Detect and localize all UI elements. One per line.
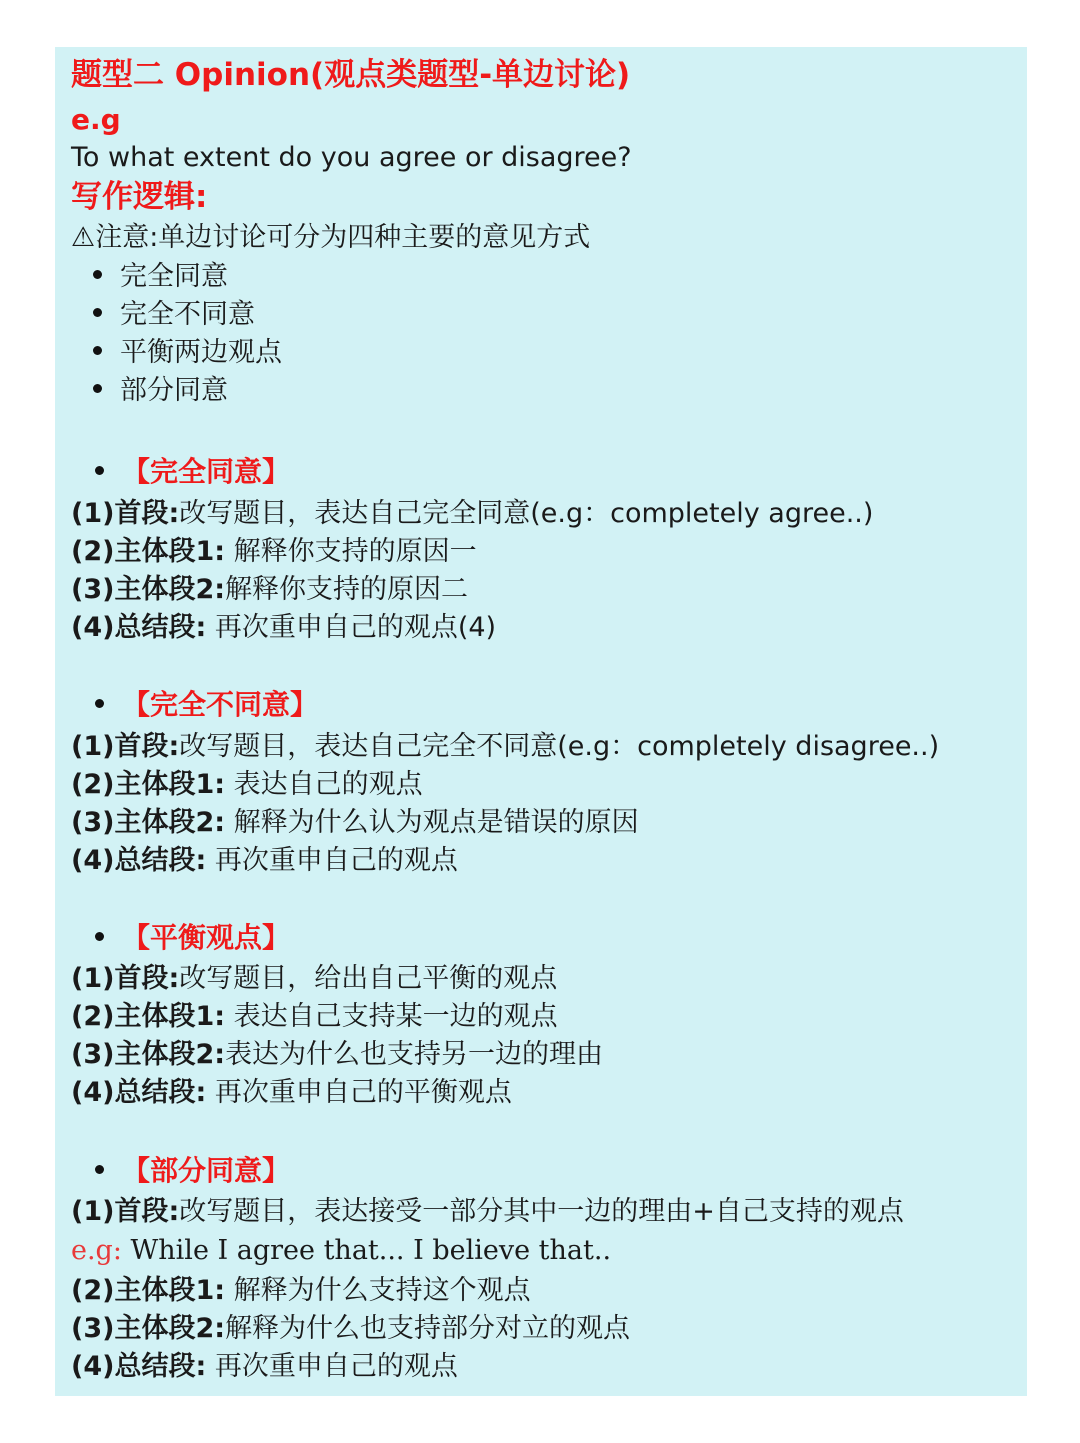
option-item: 完全不同意 <box>93 297 255 333</box>
step-line: (4)总结段: 再次重申自己的观点 <box>71 845 458 876</box>
step-line: (1)首段:改写题目，表达自己完全不同意(e.g：completely disagree..) <box>71 731 940 762</box>
example-sentence: e.g: While I agree that... I believe that.. <box>71 1235 612 1266</box>
eg-label: e.g <box>71 103 121 136</box>
logic-label: 写作逻辑: <box>71 179 208 215</box>
note-text: ⚠注意:单边讨论可分为四种主要的意见方式 <box>71 222 591 253</box>
bullet-dot-icon <box>93 270 102 279</box>
step-line: (4)总结段: 再次重申自己的观点(4) <box>71 612 497 643</box>
bullet-dot-icon <box>95 466 104 475</box>
option-item: 平衡两边观点 <box>93 335 282 371</box>
section-heading-balanced: 【平衡观点】 <box>95 919 290 957</box>
bullet-dot-icon <box>93 346 102 355</box>
step-line: (3)主体段2: 解释为什么认为观点是错误的原因 <box>71 807 639 838</box>
step-line: (4)总结段: 再次重申自己的观点 <box>71 1351 458 1382</box>
step-line: (2)主体段1: 表达自己支持某一边的观点 <box>71 1001 558 1032</box>
section-heading-disagree: 【完全不同意】 <box>95 686 318 724</box>
content-card <box>55 47 1027 1396</box>
step-line: (4)总结段: 再次重申自己的平衡观点 <box>71 1077 512 1108</box>
page-title: 题型二 Opinion(观点类题型-单边讨论) <box>71 57 631 93</box>
option-item: 完全同意 <box>93 259 228 295</box>
step-line: (1)首段:改写题目，给出自己平衡的观点 <box>71 963 558 994</box>
bullet-dot-icon <box>93 384 102 393</box>
step-line: (3)主体段2:解释你支持的原因二 <box>71 574 469 605</box>
section-heading-partial: 【部分同意】 <box>95 1152 290 1190</box>
step-line: (1)首段:改写题目，表达接受一部分其中一边的理由+自己支持的观点 <box>71 1196 904 1227</box>
step-line: (2)主体段1: 解释为什么支持这个观点 <box>71 1275 531 1306</box>
step-line: (1)首段:改写题目，表达自己完全同意(e.g：completely agree..) <box>71 498 874 529</box>
bullet-dot-icon <box>95 699 104 708</box>
section-heading-agree: 【完全同意】 <box>95 453 290 491</box>
step-line: (3)主体段2:表达为什么也支持另一边的理由 <box>71 1039 604 1070</box>
step-line: (2)主体段1: 表达自己的观点 <box>71 769 423 800</box>
step-line: (2)主体段1: 解释你支持的原因一 <box>71 536 477 567</box>
bullet-dot-icon <box>95 932 104 941</box>
bullet-dot-icon <box>95 1165 104 1174</box>
question-text: To what extent do you agree or disagree? <box>71 142 632 173</box>
step-line: (3)主体段2:解释为什么也支持部分对立的观点 <box>71 1313 631 1344</box>
bullet-dot-icon <box>93 308 102 317</box>
option-item: 部分同意 <box>93 373 228 409</box>
